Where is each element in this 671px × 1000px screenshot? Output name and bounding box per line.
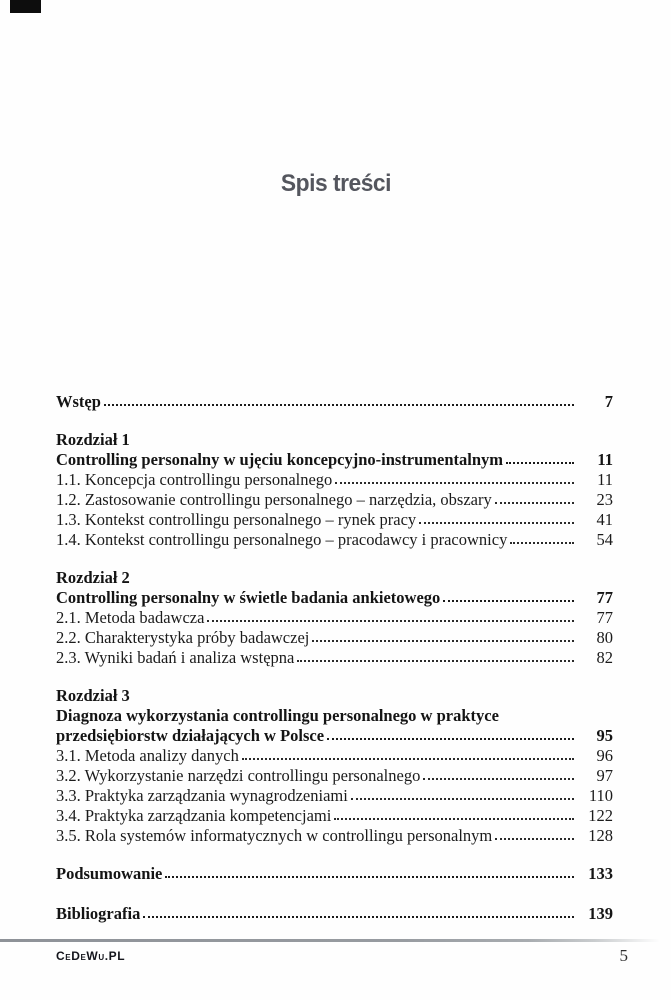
toc-page-number: 133 bbox=[588, 864, 613, 883]
toc-section-heading bbox=[56, 568, 613, 588]
toc-page-number: 11 bbox=[597, 450, 613, 469]
toc-entry bbox=[56, 864, 613, 884]
toc-entry bbox=[56, 904, 613, 924]
toc-leader-dots bbox=[419, 522, 574, 524]
table-of-contents bbox=[56, 392, 613, 924]
toc-page-number: 95 bbox=[596, 726, 613, 745]
toc-leader-dots bbox=[143, 916, 574, 918]
toc-section-heading-label: Rozdział 3 bbox=[56, 686, 130, 705]
footer-divider-rule bbox=[0, 939, 660, 942]
toc-entry-label: 3.2. Wykorzystanie narzędzi controllingu personalnego bbox=[56, 766, 421, 785]
toc-page-number: 139 bbox=[588, 904, 613, 923]
toc-page-number: 97 bbox=[596, 766, 613, 785]
toc-entry bbox=[56, 628, 613, 648]
toc-page-number: 128 bbox=[588, 826, 613, 845]
toc-leader-dots bbox=[165, 876, 574, 878]
toc-page-number: 54 bbox=[596, 530, 613, 549]
publisher-logo: CeDeWu.PL bbox=[56, 949, 126, 963]
toc-entry bbox=[56, 706, 613, 726]
toc-entry-label: 3.3. Praktyka zarządzania wynagrodzeniami bbox=[56, 786, 348, 805]
toc-entry-label: Podsumowanie bbox=[56, 864, 163, 883]
toc-entry-label: 2.2. Charakterystyka próby badawczej bbox=[56, 628, 310, 647]
toc-entry bbox=[56, 530, 613, 550]
toc-entry-label: 2.1. Metoda badawcza bbox=[56, 608, 205, 627]
toc-entry bbox=[56, 510, 613, 530]
toc-leader-dots bbox=[207, 620, 574, 622]
page-title-text: Spis treści bbox=[280, 170, 391, 197]
toc-leader-dots bbox=[506, 462, 574, 464]
toc-leader-dots bbox=[495, 838, 574, 840]
toc-entry-label: 1.2. Zastosowanie controllingu personalnego – narzędzia, obszary bbox=[56, 490, 492, 509]
toc-entry bbox=[56, 826, 613, 846]
toc-page-number: 82 bbox=[596, 648, 613, 667]
toc-leader-dots bbox=[104, 404, 574, 406]
toc-entry bbox=[56, 786, 613, 806]
toc-page-number: 77 bbox=[596, 608, 613, 627]
toc-entry-label: 2.3. Wyniki badań i analiza wstępna bbox=[56, 648, 295, 667]
toc-section-heading-label: Rozdział 1 bbox=[56, 430, 130, 449]
toc-entry-label: przedsiębiorstw działających w Polsce bbox=[56, 726, 325, 745]
toc-page-number: 41 bbox=[596, 510, 613, 529]
toc-section-heading bbox=[56, 686, 613, 706]
toc-entry bbox=[56, 470, 613, 490]
toc-leader-dots bbox=[443, 600, 574, 602]
toc-leader-dots bbox=[335, 482, 574, 484]
toc-entry bbox=[56, 726, 613, 746]
toc-entry-label: 1.4. Kontekst controllingu personalnego – pracodawcy i pracownicy bbox=[56, 530, 508, 549]
scan-corner-mark bbox=[10, 0, 41, 13]
toc-entry-label: 3.4. Praktyka zarządzania kompetencjami bbox=[56, 806, 332, 825]
toc-entry bbox=[56, 648, 613, 668]
toc-entry-label: Diagnoza wykorzystania controllingu personalnego w praktyce bbox=[56, 706, 499, 725]
toc-entry bbox=[56, 746, 613, 766]
toc-section-heading-label: Rozdział 2 bbox=[56, 568, 130, 587]
toc-page-number: 23 bbox=[596, 490, 613, 509]
toc-entry bbox=[56, 490, 613, 510]
toc-entry bbox=[56, 608, 613, 628]
toc-entry bbox=[56, 392, 613, 412]
toc-entry bbox=[56, 806, 613, 826]
toc-entry-label: 3.1. Metoda analizy danych bbox=[56, 746, 239, 765]
toc-leader-dots bbox=[423, 778, 574, 780]
toc-leader-dots bbox=[312, 640, 574, 642]
toc-page-number: 80 bbox=[596, 628, 613, 647]
toc-section-heading bbox=[56, 430, 613, 450]
toc-leader-dots bbox=[351, 798, 574, 800]
toc-page-number: 77 bbox=[596, 588, 613, 607]
toc-leader-dots bbox=[327, 738, 574, 740]
toc-leader-dots bbox=[495, 502, 574, 504]
toc-page-number: 96 bbox=[596, 746, 613, 765]
toc-entry-label: Bibliografia bbox=[56, 904, 141, 923]
toc-leader-dots bbox=[510, 542, 574, 544]
toc-entry bbox=[56, 450, 613, 470]
toc-leader-dots bbox=[242, 758, 574, 760]
toc-entry-label: 3.5. Rola systemów informatycznych w controllingu personalnym bbox=[56, 826, 493, 845]
toc-entry-label: 1.3. Kontekst controllingu personalnego – rynek pracy bbox=[56, 510, 417, 529]
toc-leader-dots bbox=[334, 818, 574, 820]
toc-entry-label: Controlling personalny w ujęciu koncepcyjno-instrumentalnym bbox=[56, 450, 504, 469]
toc-page-number: 122 bbox=[588, 806, 613, 825]
toc-page-number: 7 bbox=[604, 392, 613, 411]
toc-entry-label: Wstęp bbox=[56, 392, 101, 411]
toc-leader-dots bbox=[297, 660, 574, 662]
footer-page-number: 5 bbox=[619, 946, 628, 965]
toc-entry-label: 1.1. Koncepcja controllingu personalnego bbox=[56, 470, 333, 489]
toc-page-number: 110 bbox=[588, 786, 613, 805]
toc-page-number: 11 bbox=[597, 470, 613, 489]
toc-entry-label: Controlling personalny w świetle badania ankietowego bbox=[56, 588, 441, 607]
toc-entry bbox=[56, 588, 613, 608]
toc-entry bbox=[56, 766, 613, 786]
page-title bbox=[0, 170, 671, 198]
